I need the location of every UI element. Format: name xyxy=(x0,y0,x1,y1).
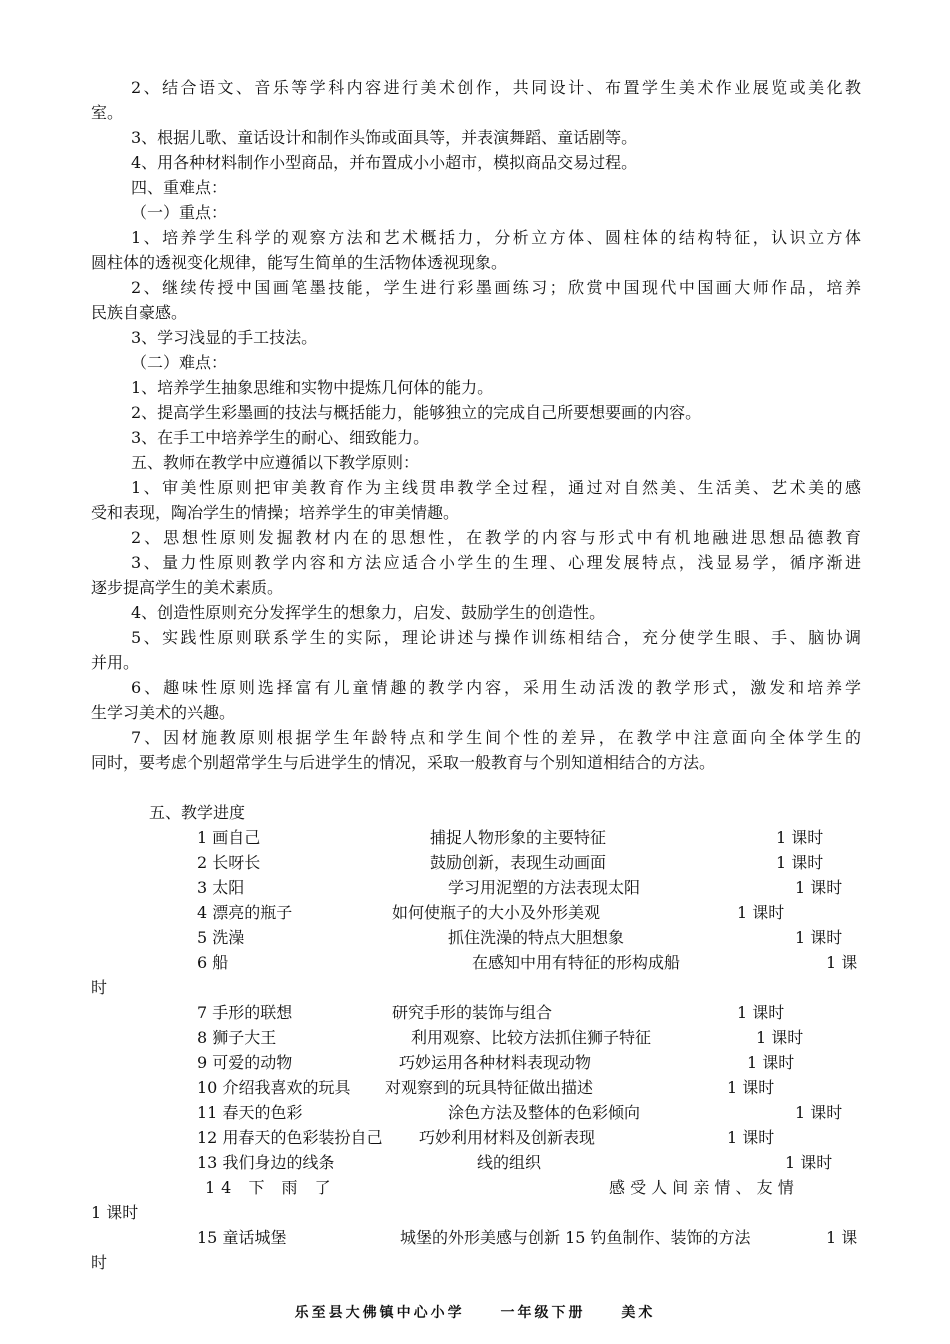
schedule-hours: 1 课时 xyxy=(795,1103,843,1122)
schedule-hours: 1 课时 xyxy=(747,1053,795,1072)
paragraph-line: 受和表现，陶冶学生的情操；培养学生的审美情趣。 xyxy=(91,503,460,522)
paragraph-line: 1、培养学生科学的观察方法和艺术概括力，分析立方体、圆柱体的结构特征，认识立方体 xyxy=(131,228,861,247)
paragraph-line: 3、量力性原则教学内容和方法应适合小学生的生理、心理发展特点，浅显易学，循序渐进 xyxy=(131,553,861,572)
paragraph-line: 室。 xyxy=(91,103,124,122)
schedule-hours: 1 课时 xyxy=(737,1003,785,1022)
schedule-hours: 1 课时 xyxy=(727,1128,775,1147)
schedule-goal: 如何使瓶子的大小及外形美观 xyxy=(392,903,601,922)
schedule-goal: 鼓励创新，表现生动画面 xyxy=(430,853,607,872)
schedule-lesson: 2 长呀长 xyxy=(197,853,261,872)
paragraph-line: 3、根据儿歌、童话设计和制作头饰或面具等，并表演舞蹈、童话剧等。 xyxy=(131,128,638,147)
subsection-heading: （二）难点： xyxy=(131,353,228,372)
paragraph-line: 圆柱体的透视变化规律，能写生简单的生活物体透视现象。 xyxy=(91,253,508,272)
schedule-goal: 利用观察、比较方法抓住狮子特征 xyxy=(411,1028,652,1047)
paragraph-line: 同时，要考虑个别超常学生与后进学生的情况，采取一般教育与个别知道相结合的方法。 xyxy=(91,753,716,772)
paragraph-line: 5、实践性原则联系学生的实际，理论讲述与操作训练相结合，充分使学生眼、手、脑协调 xyxy=(131,628,861,647)
footer-subject: 美术 xyxy=(621,1305,656,1321)
paragraph-line: 生学习美术的兴趣。 xyxy=(91,703,236,722)
schedule-goal: 抓住洗澡的特点大胆想象 xyxy=(448,928,625,947)
schedule-lesson: 4 漂亮的瓶子 xyxy=(197,903,293,922)
paragraph-line: 2、提高学生彩墨画的技法与概括能力，能够独立的完成自己所要想要画的内容。 xyxy=(131,403,702,422)
schedule-lesson: 3 太阳 xyxy=(197,878,245,897)
schedule-hours: 1 课时 xyxy=(756,1028,804,1047)
schedule-goal: 对观察到的玩具特征做出描述 xyxy=(385,1078,594,1097)
paragraph-line: 逐步提高学生的美术素质。 xyxy=(91,578,284,597)
paragraph-line: 2、结合语文、音乐等学科内容进行美术创作，共同设计、布置学生美术作业展览或美化教 xyxy=(131,78,861,97)
schedule-hours: 1 课时 xyxy=(795,928,843,947)
section-heading: 四、重难点： xyxy=(131,178,228,197)
schedule-hours-wrap: 1 课时 xyxy=(91,1203,139,1222)
footer-school: 乐至县大佛镇中心小学 xyxy=(294,1305,465,1321)
paragraph-line: 民族自豪感。 xyxy=(91,303,188,322)
paragraph-line: 1、培养学生抽象思维和实物中提炼几何体的能力。 xyxy=(131,378,494,397)
schedule-lesson: 15 童话城堡 xyxy=(197,1228,287,1247)
schedule-hours: 1 课 xyxy=(826,953,858,972)
schedule-hours: 1 课 xyxy=(826,1228,858,1247)
schedule-goal: 研究手形的装饰与组合 xyxy=(392,1003,553,1022)
schedule-lesson: 9 可爱的动物 xyxy=(197,1053,293,1072)
paragraph-line: 2、继续传授中国画笔墨技能，学生进行彩墨画练习；欣赏中国现代中国画大师作品，培养 xyxy=(131,278,861,297)
schedule-goal: 捕捉人物形象的主要特征 xyxy=(430,828,607,847)
paragraph-line: 2、思想性原则发掘教材内在的思想性，在教学的内容与形式中有机地融进思想品德教育 xyxy=(131,528,861,547)
schedule-goal: 涂色方法及整体的色彩倾向 xyxy=(448,1103,641,1122)
schedule-goal: 城堡的外形美感与创新 15 钓鱼制作、装饰的方法 xyxy=(400,1228,751,1247)
schedule-hours: 1 课时 xyxy=(737,903,785,922)
schedule-lesson: 11 春天的色彩 xyxy=(197,1103,303,1122)
paragraph-line: 并用。 xyxy=(91,653,140,672)
schedule-hours: 1 课时 xyxy=(776,828,824,847)
paragraph-line: 4、创造性原则充分发挥学生的想象力，启发、鼓励学生的创造性。 xyxy=(131,603,606,622)
paragraph-line: 4、用各种材料制作小型商品，并布置成小小超市，模拟商品交易过程。 xyxy=(131,153,638,172)
schedule-goal: 在感知中用有特征的形构成船 xyxy=(472,953,681,972)
schedule-lesson: 10 介绍我喜欢的玩具 xyxy=(197,1078,351,1097)
paragraph-line: 3、学习浅显的手工技法。 xyxy=(131,328,318,347)
schedule-heading: 五、教学进度 xyxy=(149,803,246,822)
schedule-lesson: 6 船 xyxy=(197,953,229,972)
subsection-heading: （一）重点： xyxy=(131,203,228,222)
schedule-lesson: 12 用春天的色彩装扮自己 xyxy=(197,1128,383,1147)
schedule-hours: 1 课时 xyxy=(785,1153,833,1172)
paragraph-line: 7、因材施教原则根据学生年龄特点和学生间个性的差异，在教学中注意面向全体学生的 xyxy=(131,728,861,747)
page-footer xyxy=(0,1302,950,1322)
schedule-goal: 学习用泥塑的方法表现太阳 xyxy=(448,878,641,897)
schedule-hours: 1 课时 xyxy=(795,878,843,897)
schedule-lesson: 14 下 雨 了 xyxy=(205,1178,337,1197)
schedule-goal: 巧妙利用材料及创新表现 xyxy=(419,1128,596,1147)
section-heading: 五、教师在教学中应遵循以下教学原则： xyxy=(131,453,420,472)
schedule-hours: 1 课时 xyxy=(776,853,824,872)
schedule-hours-wrap: 时 xyxy=(91,978,108,997)
schedule-hours: 1 课时 xyxy=(727,1078,775,1097)
schedule-lesson: 7 手形的联想 xyxy=(197,1003,293,1022)
schedule-lesson: 13 我们身边的线条 xyxy=(197,1153,335,1172)
schedule-goal: 巧妙运用各种材料表现动物 xyxy=(399,1053,592,1072)
schedule-lesson: 1 画自己 xyxy=(197,828,261,847)
schedule-lesson: 8 狮子大王 xyxy=(197,1028,277,1047)
paragraph-line: 1、审美性原则把审美教育作为主线贯串教学全过程，通过对自然美、生活美、艺术美的感 xyxy=(131,478,861,497)
schedule-goal: 线的组织 xyxy=(477,1153,542,1172)
paragraph-line: 6、趣味性原则选择富有儿童情趣的教学内容，采用生动活泼的教学形式，激发和培养学 xyxy=(131,678,861,697)
paragraph-line: 3、在手工中培养学生的耐心、细致能力。 xyxy=(131,428,430,447)
schedule-lesson: 5 洗澡 xyxy=(197,928,245,947)
schedule-hours-wrap: 时 xyxy=(91,1253,108,1272)
footer-grade: 一年级下册 xyxy=(500,1305,586,1321)
schedule-goal: 感 受 人 间 亲 情 、 友 情 xyxy=(609,1178,794,1197)
